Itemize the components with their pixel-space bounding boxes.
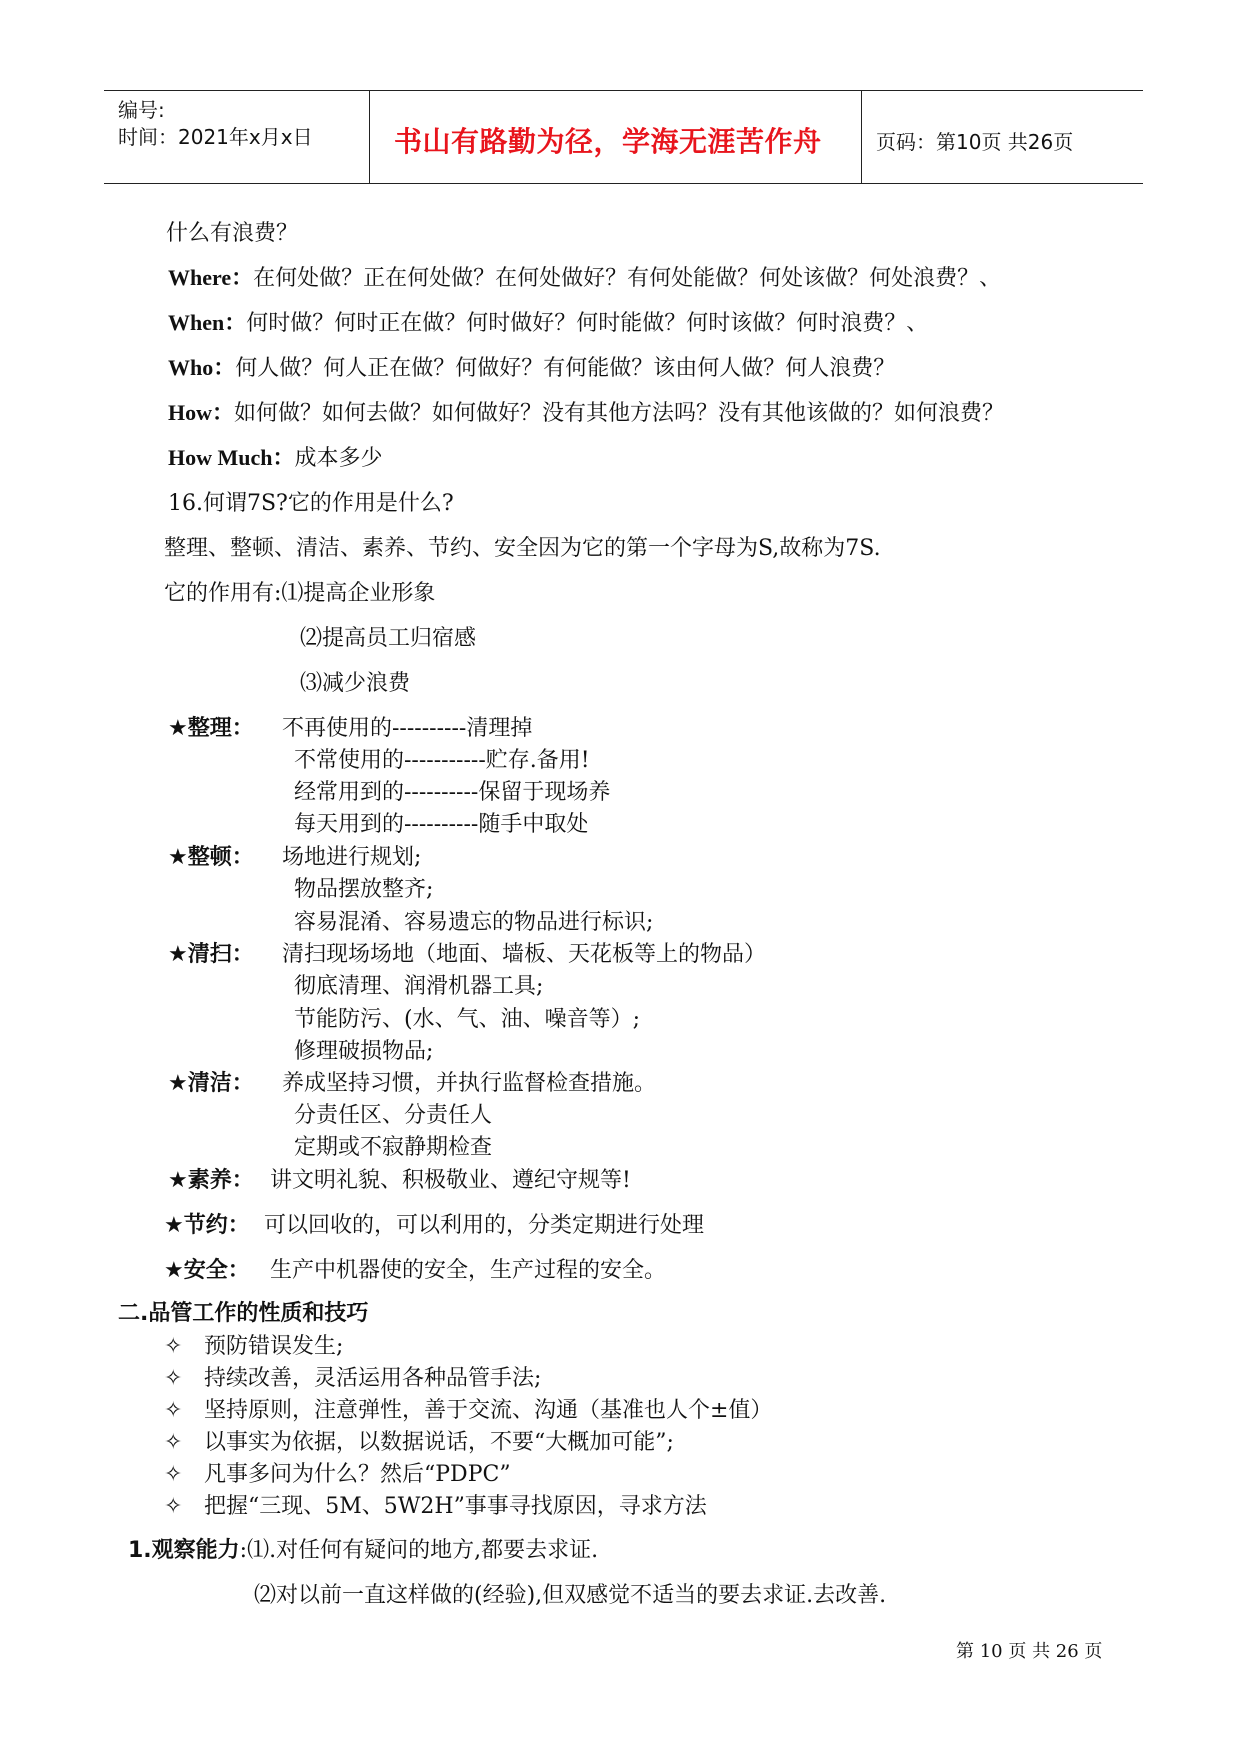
q16-answer: 整理、整顿、清洁、素养、节约、安全因为它的第一个字母为S,故称为7S. [164, 536, 881, 561]
suyang-label: ★素养： [168, 1168, 254, 1193]
w5h2-text: 何人做？何人正在做？何做好？有何能做？该由何人做？何人浪费？ [235, 356, 896, 381]
qingsao-label: ★清扫： [168, 942, 254, 967]
zhengdun-line: 容易混淆、容易遗忘的物品进行标识; [294, 910, 654, 935]
diamond-star-icon: ✧ [164, 1334, 183, 1359]
diamond-star-icon: ✧ [164, 1398, 183, 1423]
w5h2-how [168, 396, 1004, 427]
w5h2-label: How Much： [168, 445, 295, 470]
section2-bullet [164, 1489, 707, 1520]
diamond-star-icon: ✧ [164, 1430, 183, 1455]
zhengdun-line: 物品摆放整齐; [294, 877, 434, 902]
ability1-text: :⑴.对任何有疑问的地方,都要去求证. [239, 1538, 599, 1563]
qingjie-line: 分责任区、分责任人 [294, 1103, 493, 1128]
page-footer: 第 10 页 共 26 页 [956, 1641, 1103, 1662]
w5h2-howmuch [168, 441, 383, 472]
qingsao-line: 清扫现场场地（地面、墙板、天花板等上的物品） [282, 942, 767, 967]
qingsao-line: 彻底清理、润滑机器工具; [294, 974, 544, 999]
w5h2-label: Who： [168, 355, 236, 380]
w5h2-text: 在何处做？正在何处做？在何处做好？有何处能做？何处该做？何处浪费？、 [253, 266, 1002, 291]
w5h2-label: How： [168, 400, 235, 425]
jieyue-text: 可以回收的，可以利用的，分类定期进行处理 [264, 1213, 705, 1238]
diamond-star-icon: ✧ [164, 1366, 183, 1391]
ability1-line1 [128, 1533, 598, 1564]
section2-bullet [164, 1457, 511, 1488]
w5h2-text: 成本多少 [294, 446, 383, 471]
w5h2-text: 如何做？如何去做？如何做好？没有其他方法吗？没有其他该做的？如何浪费？ [234, 401, 1005, 426]
zhengdun-line: 场地进行规划; [282, 845, 422, 870]
q16-question: 16.何谓7S?它的作用是什么? [168, 491, 454, 516]
bullet-text: 把握“三现、5M、5W2H”事事寻找原因，寻求方法 [204, 1494, 707, 1519]
zhengli-line: 不再使用的----------清理掉 [282, 716, 533, 741]
q16-effect-2: ⑵提高员工归宿感 [300, 626, 477, 651]
header-number-label: 编号: [118, 98, 165, 122]
bullet-text: 以事实为依据，以数据说话，不要“大概加可能”; [204, 1430, 674, 1455]
zhengdun-label: ★整顿： [168, 845, 254, 870]
header-bottom-border [104, 183, 1143, 184]
qingjie-line: 定期或不寂静期检查 [294, 1135, 493, 1160]
zhengli-label: ★整理： [168, 716, 254, 741]
section2-bullet [164, 1329, 343, 1360]
header-top-border [104, 90, 1143, 91]
header-divider-left [369, 90, 370, 183]
header-divider-right [861, 90, 862, 183]
jieyue-label: ★节约： [164, 1213, 250, 1238]
qingsao-line: 修理破损物品; [294, 1039, 434, 1064]
ability1-line2: ⑵对以前一直这样做的(经验),但双感觉不适当的要去求证.去改善. [254, 1583, 887, 1608]
header-time: 时间：2021年x月x日 [118, 125, 313, 149]
anquan-text: 生产中机器使的安全，生产过程的安全。 [270, 1258, 667, 1283]
section2-bullet [164, 1361, 541, 1392]
header-motto: 书山有路勤为径，学海无涯苦作舟 [394, 125, 822, 158]
q16-effect-3: ⑶减少浪费 [300, 671, 411, 696]
bullet-text: 持续改善，灵活运用各种品管手法; [204, 1366, 542, 1391]
diamond-star-icon: ✧ [164, 1462, 183, 1487]
w5h2-label: When： [168, 310, 247, 335]
zhengli-line: 经常用到的----------保留于现场养 [294, 780, 611, 805]
zhengli-line: 每天用到的----------随手中取处 [294, 812, 589, 837]
section2-bullet [164, 1425, 674, 1456]
bullet-text: 坚持原则，注意弹性，善于交流、沟通（基准也人个±值） [204, 1398, 773, 1423]
bullet-text: 凡事多问为什么？然后“PDPC” [204, 1462, 511, 1487]
qingjie-label: ★清洁： [168, 1071, 254, 1096]
w5h2-when [168, 306, 928, 337]
ability1-label: 1.观察能力 [128, 1538, 240, 1563]
header-page-code: 页码：第10页 共26页 [876, 130, 1074, 154]
bullet-text: 预防错误发生; [204, 1334, 344, 1359]
suyang-text: 讲文明礼貌、积极敬业、遵纪守规等! [270, 1168, 631, 1193]
anquan-label: ★安全： [164, 1258, 250, 1283]
w5h2-where [168, 261, 1001, 292]
section2-bullet [164, 1393, 772, 1424]
diamond-star-icon: ✧ [164, 1494, 183, 1519]
section2-title: 二.品管工作的性质和技巧 [118, 1301, 369, 1326]
qingsao-line: 节能防污、(水、气、油、噪音等）; [294, 1007, 640, 1032]
intro-question: 什么有浪费？ [166, 221, 299, 246]
w5h2-label: Where： [168, 265, 254, 290]
w5h2-text: 何时做？何时正在做？何时做好？何时能做？何时该做？何时浪费？、 [246, 311, 929, 336]
qingjie-line: 养成坚持习惯，并执行监督检查措施。 [282, 1071, 657, 1096]
q16-effects-intro: 它的作用有:⑴提高企业形象 [164, 581, 436, 606]
w5h2-who [168, 351, 895, 382]
zhengli-line: 不常使用的-----------贮存.备用! [294, 748, 590, 773]
